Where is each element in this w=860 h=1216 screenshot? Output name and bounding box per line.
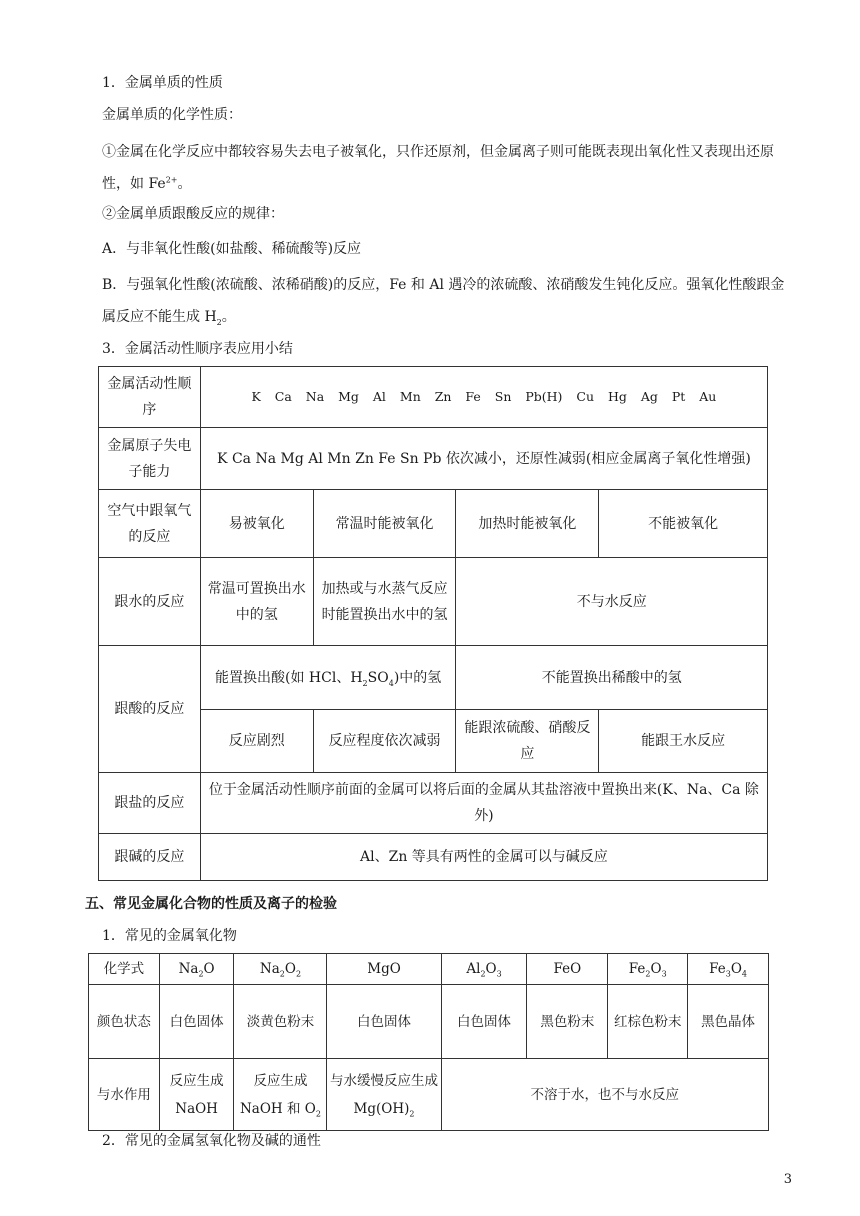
table-cell: 红棕色粉末 [608,985,688,1059]
table-cell: 不能置换出稀酸中的氢 [456,646,768,710]
table-cell: 常温可置换出水中的氢 [200,558,313,646]
formula-fe2o3: $Fe_2O_3$ [608,954,688,985]
table-cell: Al、Zn 等具有两性的金属可以与碱反应 [200,834,767,881]
table-cell: 易被氧化 [200,490,313,558]
page-number: 3 [783,1172,792,1187]
table-cell: 常温时能被氧化 [313,490,456,558]
formula-fe3o4: $Fe_3O_4$ [688,954,769,985]
table-cell: 不溶于水，也不与水反应 [441,1059,768,1131]
formula-na2o2: $Na_2O_2$ [234,954,327,985]
table-cell: 能置换出酸(如 HCl、$H_2SO_4$)中的氢 [200,646,456,710]
table-header-row [89,954,769,985]
table-row [99,490,768,558]
table-cell: 不能被氧化 [599,490,768,558]
table-cell: 反应程度依次减弱 [313,710,456,773]
paragraph-1: ①金属在化学反应中都较容易失去电子被氧化，只作还原剂，但金属离子则可能既表现出氧化性又表现出还原性，如 $Fe^{2+}$。 [102,144,774,192]
table-cell: 白色固体 [441,985,527,1059]
table-row [99,367,768,428]
subheading-chemical-properties: 金属单质的化学性质： [102,107,242,123]
activity-sequence: K Ca Na Mg Al Mn Zn Fe Sn Pb(H) Cu Hg Ag Pt Au [200,367,767,428]
table-row [99,773,768,834]
row-label: 跟盐的反应 [99,773,201,834]
row-label: 跟水的反应 [99,558,201,646]
table-cell: 能跟浓硫酸、硝酸反应 [456,710,599,773]
table-cell: 加热或与水蒸气反应时能置换出水中的氢 [313,558,456,646]
table-row [89,1059,769,1131]
table-row [99,428,768,490]
table-cell: 淡黄色粉末 [234,985,327,1059]
table-row [99,834,768,881]
paragraph-b: B．与强氧化性酸(浓硫酸、浓稀硝酸)的反应，Fe 和 Al 遇冷的浓硫酸、浓硝酸发生钝化反应。强氧化性酸跟金属反应不能生成 $H_2$。 [102,277,785,327]
table-cell: 白色固体 [159,985,234,1059]
table-cell: 加热时能被氧化 [456,490,599,558]
section-5-heading: 五、常见金属化合物的性质及离子的检验 [85,896,337,912]
row-label: 金属原子失电子能力 [99,428,201,490]
table-cell: 位于金属活动性顺序前面的金属可以将后面的金属从其盐溶液中置换出来(K、Na、Ca 除外) [200,773,767,834]
table-cell: 黑色晶体 [688,985,769,1059]
row-label: 颜色状态 [89,985,160,1059]
row-label: 空气中跟氧气的反应 [99,490,201,558]
table-cell: 不与水反应 [456,558,768,646]
formula-al2o3: $Al_2O_3$ [441,954,527,985]
table-cell: 黑色粉末 [527,985,608,1059]
metal-oxides-table [88,953,769,1131]
section-3-heading: 3．金属活动性顺序表应用小结 [102,341,293,357]
row-label: 与水作用 [89,1059,160,1131]
row-label: 化学式 [89,954,160,985]
section-5-1-heading: 1．常见的金属氧化物 [102,928,237,944]
table-cell: K Ca Na Mg Al Mn Zn Fe Sn Pb 依次减小，还原性减弱(相应金属离子氧化性增强) [200,428,767,490]
row-label: 跟酸的反应 [99,646,201,773]
table-row [99,646,768,710]
formula-mgo: MgO [327,954,441,985]
table-cell: 反应生成 NaOH 和 $O_2$ [234,1059,327,1131]
table-cell: 反应生成 NaOH [159,1059,234,1131]
section-1-heading: 1．金属单质的性质 [102,75,223,91]
table-cell: 白色固体 [327,985,441,1059]
table-row [89,985,769,1059]
activity-series-table [98,366,768,881]
paragraph-a: A．与非氧化性酸(如盐酸、稀硫酸等)反应 [102,241,362,257]
row-label: 跟碱的反应 [99,834,201,881]
table-cell: 与水缓慢反应生成 $Mg(OH)_2$ [327,1059,441,1131]
paragraph-2: ②金属单质跟酸反应的规律： [102,206,284,222]
table-cell: 能跟王水反应 [599,710,768,773]
table-cell: 反应剧烈 [200,710,313,773]
formula-feo: FeO [527,954,608,985]
row-label: 金属活动性顺序 [99,367,201,428]
table-row [99,558,768,646]
section-5-2-heading: 2．常见的金属氢氧化物及碱的通性 [102,1133,321,1149]
formula-na2o: $Na_2O$ [159,954,234,985]
